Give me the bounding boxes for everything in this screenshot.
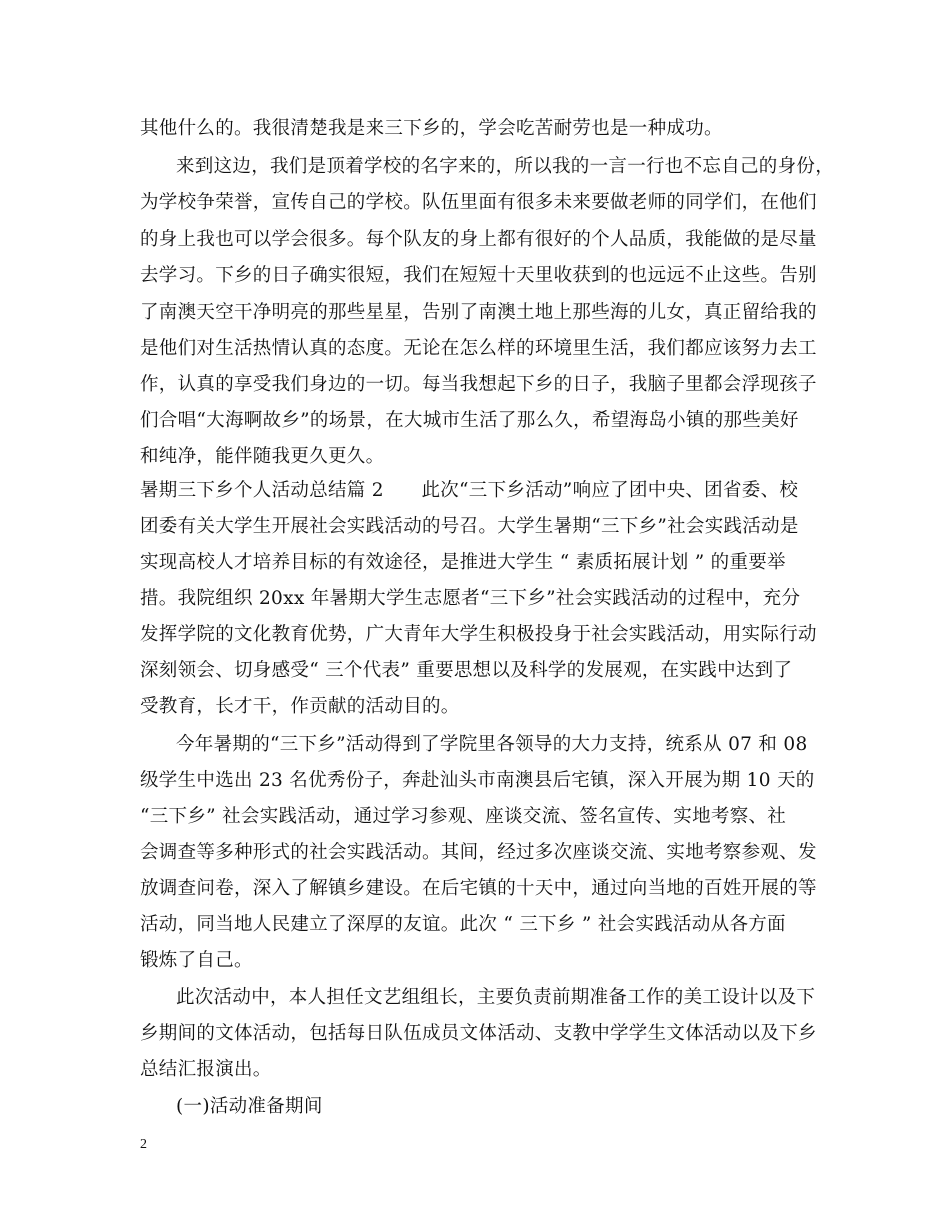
text-line: 措。我院组织 20xx 年暑期大学生志愿者“三下乡”社会实践活动的过程中，充分 xyxy=(140,588,801,609)
text-line: 级学生中选出 23 名优秀份子，奔赴汕头市南澳县后宅镇，深入开展为期 10 天的 xyxy=(140,770,815,791)
text-line: 的身上我也可以学会很多。每个队友的身上都有很好的个人品质，我能做的是尽量 xyxy=(140,229,817,250)
text-line: 此次活动中，本人担任文艺组组长，主要负责前期准备工作的美工设计以及下 xyxy=(176,987,816,1008)
text-line: 今年暑期的“三下乡”活动得到了学院里各领导的大力支持，统系从 07 和 08 xyxy=(176,734,808,755)
text-line: 了南澳天空干净明亮的那些星星，告别了南澳土地上那些海的儿女，真正留给我的 xyxy=(140,302,817,323)
text-line: 受教育，长才干，作贡献的活动目的。 xyxy=(140,696,460,717)
text-line: 深刻领会、切身感受“ 三个代表” 重要思想以及科学的发展观，在实践中达到了 xyxy=(140,660,793,681)
text-line: 放调查问卷，深入了解镇乡建设。在后宅镇的十天中，通过向当地的百姓开展的等 xyxy=(140,878,817,899)
text-line: 会调查等多种形式的社会实践活动。其间，经过多次座谈交流、实地考察参观、发 xyxy=(140,842,817,863)
subheading-line: (一)活动准备期间 xyxy=(176,1096,323,1117)
text-line: 乡期间的文体活动，包括每日队伍成员文体活动、支教中学学生文体活动以及下乡 xyxy=(140,1023,817,1044)
text-line: 团委有关大学生开展社会实践活动的号召。大学生暑期“三下乡”社会实践活动是 xyxy=(140,516,799,537)
text-line: 们合唱“大海啊故乡”的场景，在大城市生活了那么久，希望海岛小镇的那些美好 xyxy=(140,410,799,431)
text-line: 其他什么的。我很清楚我是来三下乡的，学会吃苦耐劳也是一种成功。 xyxy=(140,118,723,139)
text-line: 锻炼了自己。 xyxy=(140,950,253,971)
page-number: 2 xyxy=(140,1137,147,1152)
text-line: 来到这边，我们是顶着学校的名字来的，所以我的一言一行也不忘自己的身份， xyxy=(176,156,835,177)
text-line: 是他们对生活热情认真的态度。无论在怎么样的环境里生活，我们都应该努力去工 xyxy=(140,338,817,359)
text-line: 活动，同当地人民建立了深厚的友谊。此次 “ 三下乡 ” 社会实践活动从各方面 xyxy=(140,914,786,935)
text-line: 实现高校人才培养目标的有效途径，是推进大学生 “ 素质拓展计划 ” 的重要举 xyxy=(140,552,786,573)
text-line: “三下乡” 社会实践活动，通过学习参观、座谈交流、签名宣传、实地考察、社 xyxy=(140,806,787,827)
text-line: 和纯净，能伴随我更久更久。 xyxy=(140,446,385,467)
text-line: 作，认真的享受我们身边的一切。每当我想起下乡的日子，我脑子里都会浮现孩子 xyxy=(140,374,817,395)
section-heading-line: 暑期三下乡个人活动总结篇 2 此次“三下乡活动”响应了团中央、团省委、校 xyxy=(140,480,799,501)
text-line: 为学校争荣誉，宣传自己的学校。队伍里面有很多未来要做老师的同学们，在他们 xyxy=(140,192,817,213)
text-line: 总结汇报演出。 xyxy=(140,1059,272,1080)
text-line: 发挥学院的文化教育优势，广大青年大学生积极投身于社会实践活动，用实际行动 xyxy=(140,624,817,645)
text-line: 去学习。下乡的日子确实很短，我们在短短十天里收获到的也远远不止这些。告别 xyxy=(140,265,817,286)
